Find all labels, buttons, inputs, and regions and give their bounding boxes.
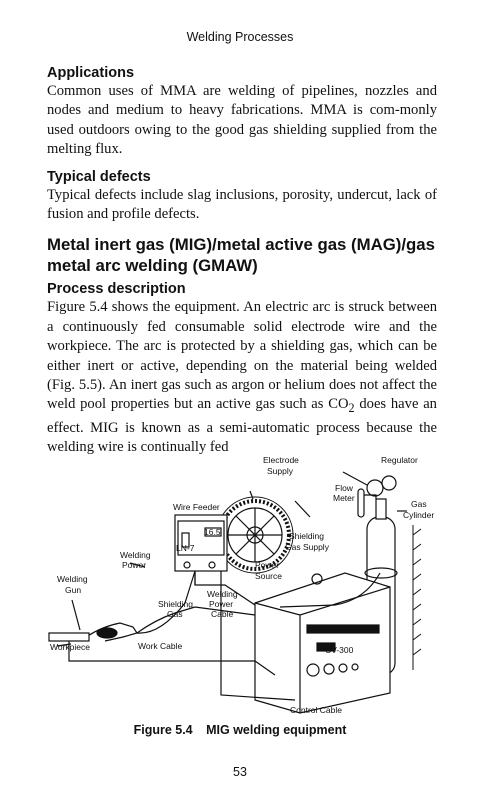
paragraph-text-before: Figure 5.4 shows the equipment. An electric arc is struck between a continuously fed consumable solid electrode wire and the workpiece. The arc is protected by a shielding gas, which can be either inert or active, depending on the material being welded (Fig. 5.5). An inert gas such as argon or helium does not affect the weld pool properties but an active gas such as CO [47,299,437,413]
page-number: 53 [233,765,247,779]
label-source-badge: CV-300 [325,645,354,655]
applications-heading: Applications [47,65,135,81]
typical-defects-paragraph: Typical defects include slag inclusions, porosity, undercut, lack of fusion and profile defects. [47,186,437,223]
label-gas-cylinder-2: Cylinder [403,510,435,520]
label-shielding-gas-supply-2: Gas Supply [285,542,329,552]
power-source [255,573,390,713]
process-description-heading: Process description [47,281,186,298]
page-body [47,64,437,458]
typical-defects-heading: Typical defects [47,168,151,185]
label-feeder-display: 16.5 [204,527,221,537]
label-welding-power-2: Power [122,560,147,570]
label-welding-gun-1: Welding [57,574,88,584]
paragraph-text-after: does have an effect. MIG is known as a semi-automatic process because the welding wire is continually fed [47,396,437,456]
co2-subscript: 2 [348,401,355,416]
applications-paragraph: Common uses of MMA are welding of pipelines, nozzles and nodes and medium to heavy fabrications. MMA is com-monly used outdoors owing to the good gas shielding supplied from the melting flux. [47,83,437,158]
welding-gun [85,623,137,641]
label-electrode-supply-2: Supply [267,466,293,476]
label-work-cable: Work Cable [138,641,183,651]
label-shielding-gas-supply-1: Shielding [289,531,324,541]
process-description-paragraph [47,298,437,457]
mig-equipment-figure [45,455,440,717]
label-feeder-badge: LN-7 [176,543,195,553]
label-welding-power-cable-1: Welding [207,589,238,599]
label-regulator: Regulator [381,455,418,465]
figure-caption-text: MIG welding equipment [206,723,347,737]
label-power-source-1: Power [255,560,280,570]
workpiece [49,633,89,641]
label-welding-gun-2: Gun [65,585,82,595]
label-electrode-supply-1: Electrode [263,455,299,465]
figure-caption-number: Figure 5.4 [133,723,193,737]
label-gas-cylinder-1: Gas [411,499,427,509]
label-welding-power-1: Welding [120,550,151,560]
wall-hatch [413,525,421,670]
label-flow-meter-2: Meter [333,493,355,503]
label-shielding-gas-1: Shielding [158,599,193,609]
figure-caption [0,723,480,737]
mig-equipment-diagram [45,455,440,717]
label-shielding-gas-2: Gas [167,609,183,619]
label-flow-meter-1: Flow [335,483,353,493]
label-wire-feeder: Wire Feeder [173,502,220,512]
running-head: Welding Processes [186,30,294,44]
label-control-cable: Control Cable [290,705,342,715]
mig-section-heading: Metal inert gas (MIG)/metal active gas (MAG)/gas metal arc welding (GMAW) [47,235,435,276]
label-welding-power-cable-3: Cable [211,609,234,619]
label-power-source-2: Source [255,571,282,581]
label-welding-power-cable-2: Power [209,599,234,609]
label-workpiece: Workpiece [50,642,90,652]
